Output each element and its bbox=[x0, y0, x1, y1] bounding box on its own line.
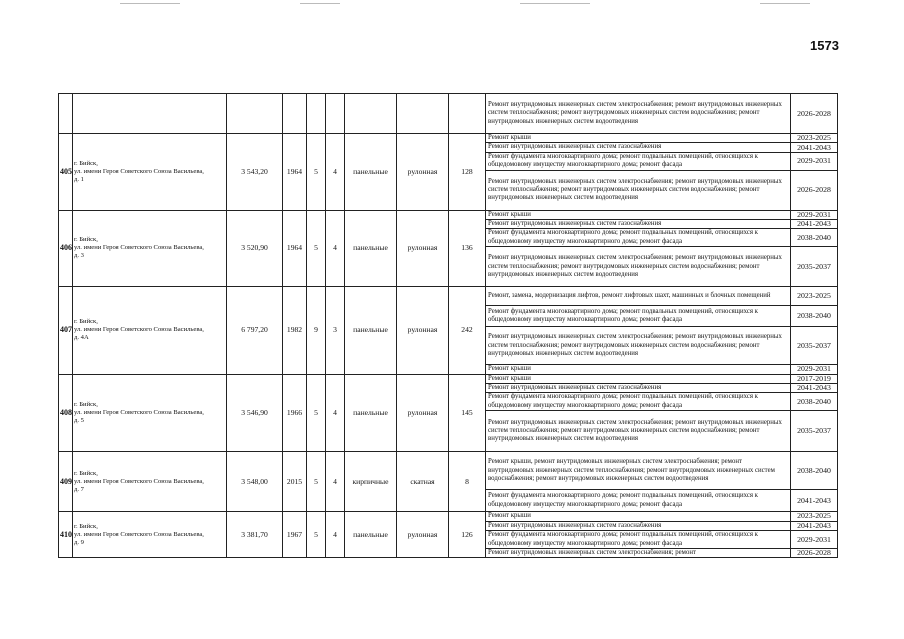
house-number: 410 bbox=[59, 512, 73, 558]
repair-work: Ремонт крыши bbox=[486, 134, 791, 143]
residents-count: 145 bbox=[449, 374, 486, 452]
house-address bbox=[73, 512, 227, 558]
house-number: 409 bbox=[59, 452, 73, 512]
table-row bbox=[59, 134, 838, 143]
repair-period: 2023-2025 bbox=[791, 287, 838, 306]
repair-period: 2026-2028 bbox=[791, 170, 838, 210]
house-number: 408 bbox=[59, 374, 73, 452]
house-address bbox=[73, 94, 227, 134]
repair-period: 2026-2028 bbox=[791, 548, 838, 557]
build-year: 2015 bbox=[283, 452, 307, 512]
repair-period: 2038-2040 bbox=[791, 229, 838, 247]
build-year: 1964 bbox=[283, 134, 307, 211]
address-line: д. 4А bbox=[74, 334, 89, 342]
wall-material bbox=[345, 94, 397, 134]
scan-edge-mark bbox=[300, 3, 340, 4]
address-line: ул. имени Героя Советского Союза Васильева, bbox=[74, 408, 204, 416]
entrances-count: 3 bbox=[326, 287, 345, 374]
roof-type bbox=[397, 94, 449, 134]
entrances-count: 4 bbox=[326, 452, 345, 512]
repair-period: 2029-2031 bbox=[791, 210, 838, 219]
roof-type: рулонная bbox=[397, 287, 449, 374]
repair-work: Ремонт внутридомовых инженерных систем электроснабжения; ремонт внутридомовых инженерных систем теплоснабжения; ремонт внутридомовых инженерных систем водоснабжения; ремонт внутридомовых инженерных систем водоотведения bbox=[486, 170, 791, 210]
repair-work: Ремонт внутридомовых инженерных систем электроснабжения; ремонт внутридомовых инженерных систем теплоснабжения; ремонт внутридомовых инженерных систем водоснабжения; ремонт внутридомовых инженерных систем водоотведения bbox=[486, 327, 791, 365]
house-number: 406 bbox=[59, 210, 73, 287]
repair-period: 2023-2025 bbox=[791, 512, 838, 521]
repair-work: Ремонт фундамента многоквартирного дома; ремонт подвальных помещений, относящихся к общедомовому имуществу многоквартирного дома; ремонт фасада bbox=[486, 306, 791, 327]
address-line: г. Бийск, bbox=[74, 236, 98, 244]
repair-work: Ремонт крыши bbox=[486, 210, 791, 219]
repair-work: Ремонт внутридомовых инженерных систем электроснабжения; ремонт внутридомовых инженерных систем теплоснабжения; ремонт внутридомовых инженерных систем водоснабжения; ремонт внутридомовых инженерных систем водоотведения bbox=[486, 247, 791, 287]
entrances-count: 4 bbox=[326, 210, 345, 287]
repair-work: Ремонт фундамента многоквартирного дома; ремонт подвальных помещений, относящихся к общедомовому имуществу многоквартирного дома; ремонт фасада bbox=[486, 152, 791, 170]
floors-count: 5 bbox=[307, 210, 326, 287]
wall-material: панельные bbox=[345, 287, 397, 374]
residents-count: 126 bbox=[449, 512, 486, 558]
total-area: 3 381,70 bbox=[227, 512, 283, 558]
repair-period: 2035-2037 bbox=[791, 327, 838, 365]
repair-work: Ремонт внутридомовых инженерных систем газоснабжения bbox=[486, 220, 791, 229]
repair-work: Ремонт внутридомовых инженерных систем электроснабжения; ремонт внутридомовых инженерных систем теплоснабжения; ремонт внутридомовых инженерных систем водоснабжения; ремонт внутридомовых инженерных систем водоотведения bbox=[486, 94, 791, 134]
repair-work: Ремонт крыши bbox=[486, 374, 791, 383]
address-line: г. Бийск, bbox=[74, 522, 98, 530]
house-address bbox=[73, 134, 227, 211]
build-year: 1967 bbox=[283, 512, 307, 558]
repair-work: Ремонт внутридомовых инженерных систем газоснабжения bbox=[486, 384, 791, 393]
repair-period: 2041-2043 bbox=[791, 384, 838, 393]
address-line: ул. имени Героя Советского Союза Васильева, bbox=[74, 326, 204, 334]
table-row bbox=[59, 210, 838, 219]
repair-period: 2041-2043 bbox=[791, 143, 838, 152]
residents-count: 128 bbox=[449, 134, 486, 211]
repair-period: 2038-2040 bbox=[791, 452, 838, 490]
house-number: 405 bbox=[59, 134, 73, 211]
repair-work: Ремонт фундамента многоквартирного дома; ремонт подвальных помещений, относящихся к общедомовому имуществу многоквартирного дома; ремонт фасада bbox=[486, 490, 791, 512]
entrances-count: 4 bbox=[326, 512, 345, 558]
total-area: 3 543,20 bbox=[227, 134, 283, 211]
wall-material: панельные bbox=[345, 134, 397, 211]
build-year: 1982 bbox=[283, 287, 307, 374]
address-line: д. 1 bbox=[74, 175, 84, 183]
repair-period: 2035-2037 bbox=[791, 247, 838, 287]
repair-period: 2023-2025 bbox=[791, 134, 838, 143]
wall-material: панельные bbox=[345, 210, 397, 287]
repair-period: 2029-2031 bbox=[791, 365, 838, 374]
roof-type: рулонная bbox=[397, 374, 449, 452]
roof-type: скатная bbox=[397, 452, 449, 512]
repair-work: Ремонт крыши bbox=[486, 365, 791, 374]
repair-work: Ремонт фундамента многоквартирного дома; ремонт подвальных помещений, относящихся к общедомовому имуществу многоквартирного дома; ремонт фасада bbox=[486, 393, 791, 411]
wall-material: панельные bbox=[345, 512, 397, 558]
total-area: 3 520,90 bbox=[227, 210, 283, 287]
table-row bbox=[59, 94, 838, 134]
house-number: 407 bbox=[59, 287, 73, 374]
wall-material: панельные bbox=[345, 374, 397, 452]
floors-count: 9 bbox=[307, 287, 326, 374]
floors-count: 5 bbox=[307, 374, 326, 452]
house-address bbox=[73, 287, 227, 374]
repair-period: 2017-2019 bbox=[791, 374, 838, 383]
page-number: 1573 bbox=[810, 38, 839, 53]
address-line: ул. имени Героя Советского Союза Васильева, bbox=[74, 530, 204, 538]
total-area bbox=[227, 94, 283, 134]
repair-period: 2041-2043 bbox=[791, 521, 838, 530]
residents-count: 8 bbox=[449, 452, 486, 512]
address-line: д. 5 bbox=[74, 416, 84, 424]
repair-period: 2026-2028 bbox=[791, 94, 838, 134]
roof-type: рулонная bbox=[397, 210, 449, 287]
floors-count: 5 bbox=[307, 134, 326, 211]
repair-work: Ремонт крыши, ремонт внутридомовых инженерных систем электроснабжения; ремонт внутридомовых инженерных систем теплоснабжения; ремонт внутридомовых инженерных систем водоснабжения; ремонт внутридомовых инженерных систем водоотведения bbox=[486, 452, 791, 490]
floors-count: 5 bbox=[307, 452, 326, 512]
address-line: д. 7 bbox=[74, 485, 84, 493]
address-line: ул. имени Героя Советского Союза Васильева, bbox=[74, 167, 204, 175]
roof-type: рулонная bbox=[397, 134, 449, 211]
residents-count bbox=[449, 94, 486, 134]
repair-work: Ремонт внутридомовых инженерных систем газоснабжения bbox=[486, 521, 791, 530]
table-row bbox=[59, 287, 838, 306]
repair-period: 2041-2043 bbox=[791, 220, 838, 229]
house-address bbox=[73, 452, 227, 512]
repair-work: Ремонт внутридомовых инженерных систем газоснабжения bbox=[486, 143, 791, 152]
entrances-count: 4 bbox=[326, 374, 345, 452]
scan-edge-mark bbox=[520, 3, 590, 4]
repair-work: Ремонт фундамента многоквартирного дома; ремонт подвальных помещений, относящихся к общедомовому имуществу многоквартирного дома; ремонт фасада bbox=[486, 229, 791, 247]
repair-period: 2035-2037 bbox=[791, 411, 838, 452]
address-line: д. 9 bbox=[74, 538, 84, 546]
scan-edge-mark bbox=[760, 3, 810, 4]
repair-work: Ремонт крыши bbox=[486, 512, 791, 521]
address-line: г. Бийск, bbox=[74, 318, 98, 326]
wall-material: кирпичные bbox=[345, 452, 397, 512]
repair-work: Ремонт, замена, модернизация лифтов, ремонт лифтовых шахт, машинных и блочных помещений bbox=[486, 287, 791, 306]
floors-count bbox=[307, 94, 326, 134]
repair-period: 2041-2043 bbox=[791, 490, 838, 512]
roof-type: рулонная bbox=[397, 512, 449, 558]
entrances-count bbox=[326, 94, 345, 134]
repair-period: 2029-2031 bbox=[791, 152, 838, 170]
address-line: ул. имени Героя Советского Союза Васильева, bbox=[74, 477, 204, 485]
build-year: 1966 bbox=[283, 374, 307, 452]
repair-period: 2038-2040 bbox=[791, 306, 838, 327]
table-row bbox=[59, 374, 838, 383]
address-line: г. Бийск, bbox=[74, 400, 98, 408]
house-address bbox=[73, 374, 227, 452]
table-row bbox=[59, 452, 838, 490]
repair-period: 2038-2040 bbox=[791, 393, 838, 411]
address-line: г. Бийск, bbox=[74, 469, 98, 477]
house-address bbox=[73, 210, 227, 287]
house-number bbox=[59, 94, 73, 134]
total-area: 6 797,20 bbox=[227, 287, 283, 374]
address-line: г. Бийск, bbox=[74, 159, 98, 167]
address-line: д. 3 bbox=[74, 252, 84, 260]
repair-work: Ремонт внутридомовых инженерных систем электроснабжения; ремонт внутридомовых инженерных систем теплоснабжения; ремонт внутридомовых инженерных систем водоснабжения; ремонт внутридомовых инженерных систем водоотведения bbox=[486, 411, 791, 452]
scan-edge-mark bbox=[120, 3, 180, 4]
total-area: 3 548,00 bbox=[227, 452, 283, 512]
repair-period: 2029-2031 bbox=[791, 531, 838, 549]
floors-count: 5 bbox=[307, 512, 326, 558]
address-line: ул. имени Героя Советского Союза Васильева, bbox=[74, 244, 204, 252]
table-row bbox=[59, 512, 838, 521]
repair-work: Ремонт внутридомовых инженерных систем электроснабжения; ремонт bbox=[486, 548, 791, 557]
residents-count: 136 bbox=[449, 210, 486, 287]
build-year: 1964 bbox=[283, 210, 307, 287]
repair-schedule-table bbox=[58, 93, 838, 558]
entrances-count: 4 bbox=[326, 134, 345, 211]
repair-work: Ремонт фундамента многоквартирного дома; ремонт подвальных помещений, относящихся к общедомовому имуществу многоквартирного дома; ремонт фасада bbox=[486, 531, 791, 549]
total-area: 3 546,90 bbox=[227, 374, 283, 452]
residents-count: 242 bbox=[449, 287, 486, 374]
build-year bbox=[283, 94, 307, 134]
